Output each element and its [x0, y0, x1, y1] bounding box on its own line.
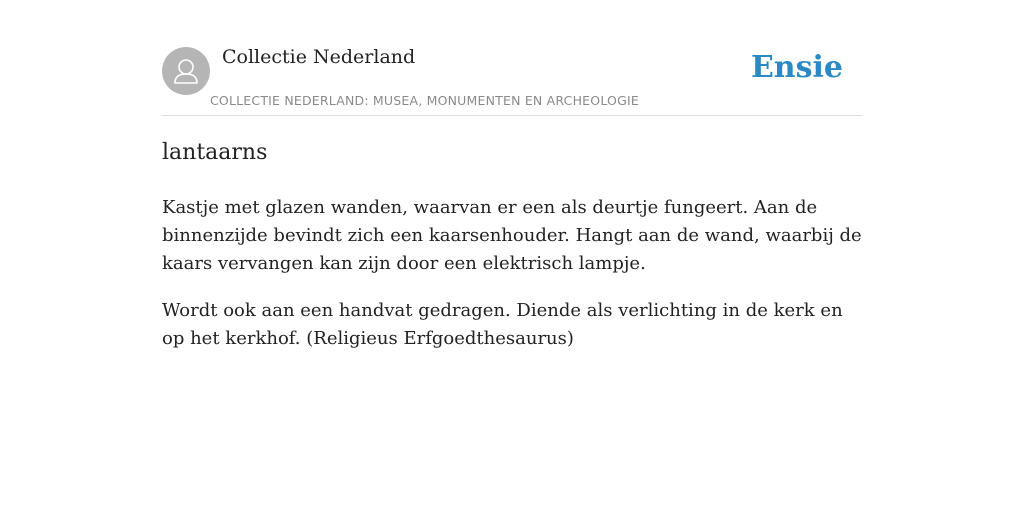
entry-definition — [162, 194, 862, 372]
author-subtitle: COLLECTIE NEDERLAND: MUSEA, MONUMENTEN EN ARCHEOLOGIE — [210, 93, 639, 108]
entry-term: lantaarns — [162, 140, 268, 165]
definition-paragraph: Wordt ook aan een handvat gedragen. Diende als verlichting in de kerk en op het kerkhof. (Religieus Erfgoedthesaurus) — [162, 300, 843, 349]
user-silhouette-icon — [162, 47, 210, 95]
ensie-logo[interactable]: Ensie — [750, 50, 843, 85]
author-name-link[interactable]: Collectie Nederland — [222, 46, 416, 68]
entry-header — [162, 0, 862, 116]
author-avatar[interactable] — [162, 47, 210, 95]
definition-paragraph: Kastje met glazen wanden, waarvan er een als deurtje fungeert. Aan de binnenzijde bevindt zich een kaarsenhouder. Hangt aan de wand, waarbij de kaars vervangen kan zijn door een elektrisch lampje. — [162, 197, 862, 274]
entry-card — [162, 0, 862, 349]
